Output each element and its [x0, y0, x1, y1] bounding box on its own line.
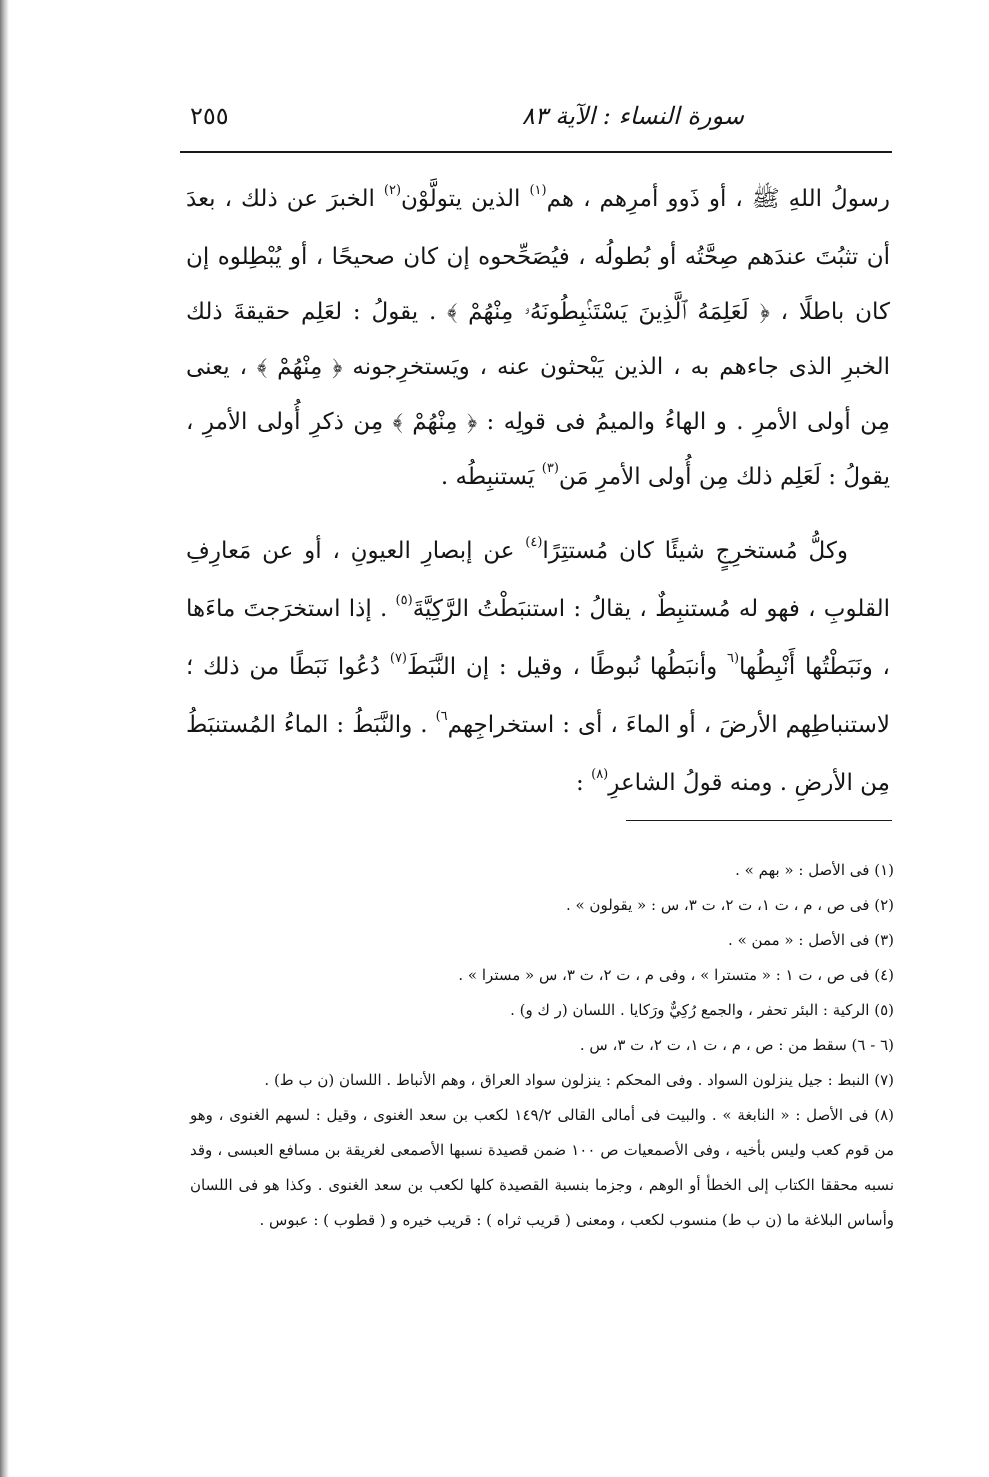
footnote: (٦ - ٦) سقط من : ص ، م ، ت ١، ت ٢، ت ٣، س .	[579, 1036, 894, 1054]
text-run: وكلُّ مُستخرِجٍ شيئًا كان مُستتِرًا	[542, 538, 848, 564]
header-rule	[180, 151, 892, 153]
body-paragraph	[186, 172, 890, 508]
footnote: (٧) النبط : جيل ينزلون السواد . وفى المحكم : ينزلون سواد العراق ، وهم الأنباط . اللسان (ن ب ط) .	[264, 1071, 894, 1089]
text-run: دُعُوا نَبَطًا من ذلك ؛ لاستنباطِهم الأرضَ ، أو الماءَ ، أى : استخراجِهم	[186, 654, 891, 738]
footnote: (٥) الركية : البئر تحفر ، والجمع رُكِيٌّ ورَكايا . اللسان (ر ك و) .	[510, 1001, 894, 1019]
footnote-separator	[626, 820, 892, 821]
footnote-reference: (١)	[529, 183, 547, 198]
footnote-reference: (٧)	[389, 651, 407, 666]
footnote-reference: (٣)	[541, 461, 559, 476]
footnote-reference: ٦)	[435, 709, 448, 724]
footnote-reference: (٨)	[591, 767, 609, 782]
text-run: . والنَّبَطُ : الماءُ المُستنبَطُ مِن الأرضِ . ومنه قولُ الشاعرِ	[186, 712, 890, 796]
text-run: يَستنبِطُه .	[440, 464, 542, 490]
footnote: (١) فى الأصل : « بهم » .	[735, 861, 894, 879]
footnote-reference: (٢)	[383, 183, 402, 198]
page-number: ٢٥٥	[190, 102, 229, 130]
text-run: :	[576, 770, 592, 796]
main-text	[186, 172, 890, 814]
running-title: سورة النساء : الآية ٨٣	[521, 102, 744, 130]
footnote: (٢) فى ص ، م ، ت ١، ت ٢، ت ٣، س : « يقولون » .	[565, 896, 894, 914]
text-run: الخبرَ عن ذلك ، بعدَ أن تثبُتَ عندَهم صِحَّتُه أو بُطولُه ، فيُصَحِّحوه إن كان صحيحًا ، أو يُبْطِلوه إن كان باطلًا ، ﴿ لَعَلِمَهُ ٱلَّذِينَ يَسْتَنۢبِطُونَهُۥ مِنْهُمْ ﴾ . يقولُ : لعَلِم حقيقةَ ذلك الخبرِ الذى جاءهم به ، الذين يَبْحثون عنه ، ويَستخرِجونه ﴿ مِنْهُمْ ﴾ ، يعنى مِن أولى الأمرِ . و الهاءُ والميمُ فى قولِه : ﴿ مِنْهُمْ ﴾ مِن ذكرِ أُولى الأمرِ ، يقولُ : لَعَلِم ذلك مِن أُولى الأمرِ مَن	[186, 186, 890, 490]
body-paragraph	[186, 524, 890, 814]
text-run: . إذا استخرَجتَ ماءَها ، ونَبَطْتُها أَنْبِطُها	[186, 596, 890, 680]
running-header	[180, 94, 892, 144]
text-run: عن إبصارِ العيونِ ، أو عن مَعارِفِ القلوبِ ، فهو له مُستنبِطٌ ، يقالُ : استنبَطْتُ الرَّكِيَّةَ	[186, 538, 890, 622]
footnote: (٨) فى الأصل : « النابغة » . والبيت فى أمالى القالى ١٤٩/٢ لكعب بن سعد الغنوى ، وقيل : لسهم الغنوى ، وهو من قوم كعب وليس بأخيه ، وفى الأصمعيات ص ١٠٠ ضمن قصيدة نسبها الأصمعى لغريقة بن مسافع العبسى ، وقد نسبه محققا الكتاب إلى الخطأ أو الوهم ، وجزما بنسبة القصيدة كلها لكعب بن سعد الغنوى . وكذا هو فى اللسان وأساس البلاغة ما (ن ب ط) منسوب لكعب ، ومعنى ( قريب ثراه ) : قريب خيره و ( قطوب ) : عبوس .	[190, 1106, 894, 1229]
text-run: رسولُ اللهِ ﷺ ، أو ذَوو أمرِهم ، هم	[546, 186, 890, 212]
page-edge-shadow	[0, 0, 9, 1477]
footnotes	[190, 853, 894, 1238]
footnote-reference: (٤)	[525, 535, 543, 550]
text-run: الذين يتولَّوْن	[401, 186, 530, 212]
footnote-reference: (٦	[726, 651, 740, 666]
text-run: وأنبَطُها نُبوطًا ، وقيل : إن النَّبَطَ	[407, 654, 727, 680]
footnote-reference: (٥)	[395, 593, 413, 608]
footnote: (٤) فى ص ، ت ١ : « متسترا » ، وفى م ، ت ٢، ت ٣، س « مسترا » .	[458, 966, 894, 984]
footnote: (٣) فى الأصل : « ممن » .	[728, 931, 894, 949]
